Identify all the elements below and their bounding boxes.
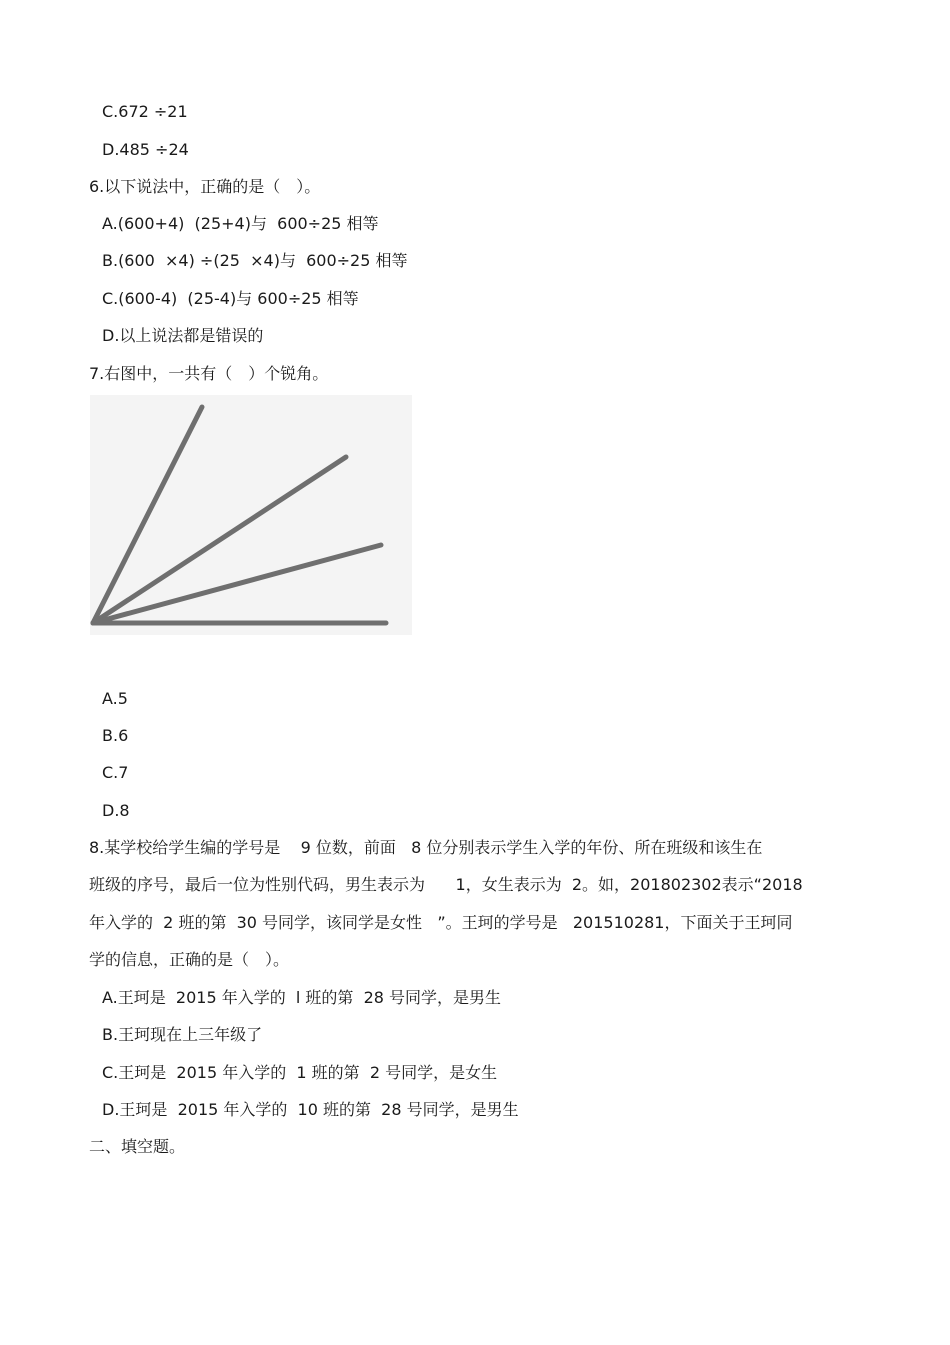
q8-stem-line-4: 学的信息，正确的是（ ）。 <box>89 950 290 969</box>
q7-option-a: A.5 <box>102 689 128 708</box>
figure-background <box>90 395 412 635</box>
q8-option-b: B.王珂现在上三年级了 <box>102 1025 263 1044</box>
q6-option-a: A.(600+4) (25+4)与 600÷25 相等 <box>102 214 379 233</box>
angles-figure <box>90 395 412 635</box>
q8-stem-line-1: 8.某学校给学生编的学号是 9 位数，前面 8 位分别表示学生入学的年份、所在班级和该生在 <box>89 838 763 857</box>
q7-option-d: D.8 <box>102 801 130 820</box>
q6-option-d: D.以上说法都是错误的 <box>102 326 264 345</box>
q5-option-c: C.672 ÷21 <box>102 102 188 121</box>
section-2-title: 二、填空题。 <box>89 1137 186 1156</box>
q6-stem: 6.以下说法中，正确的是（ ）。 <box>89 177 321 196</box>
q8-stem-line-3: 年入学的 2 班的第 30 号同学，该同学是女性 ”。王珂的学号是 201510281，下面关于王珂同 <box>89 913 793 932</box>
q5-option-d: D.485 ÷24 <box>102 140 189 159</box>
q6-option-c: C.(600-4) (25-4)与 600÷25 相等 <box>102 289 359 308</box>
q8-stem-line-2: 班级的序号，最后一位为性别代码，男生表示为 1，女生表示为 2。如，201802302表示“2018 <box>89 875 803 894</box>
q8-option-c: C.王珂是 2015 年入学的 1 班的第 2 号同学，是女生 <box>102 1063 498 1082</box>
q7-option-b: B.6 <box>102 726 129 745</box>
q8-option-d: D.王珂是 2015 年入学的 10 班的第 28 号同学，是男生 <box>102 1100 519 1119</box>
q8-option-a: A.王珂是 2015 年入学的 l 班的第 28 号同学，是男生 <box>102 988 502 1007</box>
angles-diagram <box>90 395 412 635</box>
q6-option-b: B.(600 ×4) ÷(25 ×4)与 600÷25 相等 <box>102 251 408 270</box>
q7-stem: 7.右图中，一共有（ ）个锐角。 <box>89 364 329 383</box>
q7-option-c: C.7 <box>102 763 129 782</box>
